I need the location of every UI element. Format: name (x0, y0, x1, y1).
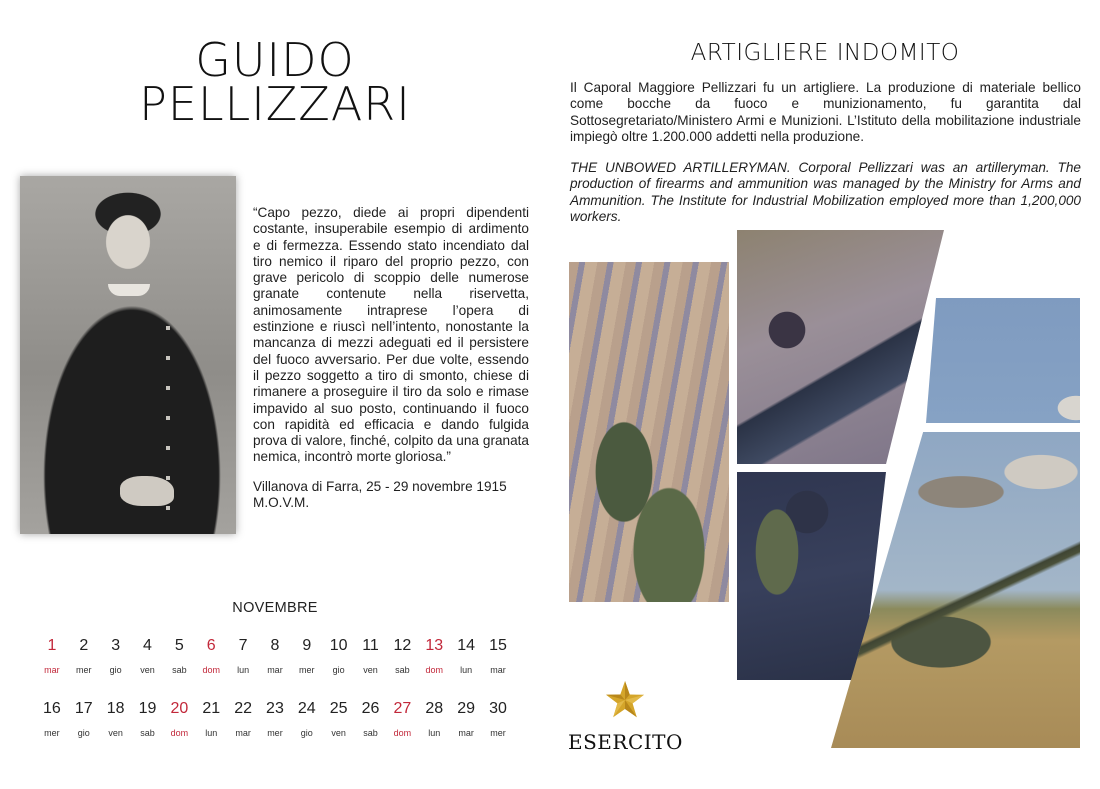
collage-photo-sky (926, 298, 1080, 423)
calendar-day (418, 635, 450, 675)
calendar-weekday: mar (458, 728, 474, 738)
portrait-photo (20, 176, 236, 534)
calendar-day (418, 698, 450, 738)
calendar-day-number: 8 (270, 637, 280, 654)
calendar-day (259, 635, 291, 675)
calendar-day (259, 698, 291, 738)
section-title: ARTIGLIERE INDOMITO (690, 40, 960, 66)
esercito-logo (568, 680, 682, 754)
calendar-day (227, 698, 259, 738)
title-first-name: GUIDO (195, 33, 355, 87)
calendar-day-number: 22 (234, 700, 252, 717)
calendar-day (100, 635, 132, 675)
calendar-day (450, 698, 482, 738)
calendar-day-number: 29 (457, 700, 475, 717)
calendar-day-number: 18 (106, 700, 125, 717)
calendar-day (195, 698, 227, 738)
calendar-day-number: 17 (74, 700, 93, 717)
calendar-day (291, 698, 323, 738)
calendar-day-number: 5 (174, 637, 184, 654)
calendar-weekday: ven (363, 665, 378, 675)
portrait-hand (120, 476, 174, 506)
calendar-day-number: 9 (302, 637, 312, 654)
calendar-day (163, 698, 195, 738)
calendar-day-number: 23 (266, 700, 284, 717)
calendar-day-number: 2 (79, 637, 89, 654)
gold-star-icon (605, 680, 645, 720)
calendar-day (323, 635, 355, 675)
calendar-weekday: dom (170, 728, 189, 738)
calendar-day (68, 698, 100, 738)
calendar-day (132, 635, 164, 675)
calendar-day (163, 635, 195, 675)
calendar-weekday: lun (460, 665, 473, 675)
calendar-weekday: mer (267, 728, 283, 738)
calendar-day (482, 635, 514, 675)
calendar-day-number: 11 (362, 637, 379, 654)
calendar-weekday: gio (109, 665, 122, 675)
page-title (0, 33, 550, 131)
calendar-day-number: 20 (170, 700, 189, 717)
calendar-day-number: 28 (425, 700, 444, 717)
calendar-weekday: gio (77, 728, 90, 738)
calendar-day (36, 635, 68, 675)
calendar-day (323, 698, 355, 738)
calendar-day (386, 698, 418, 738)
calendar-day-number: 13 (425, 637, 444, 654)
collage-painting-soldiers (569, 262, 729, 602)
calendar-day-number: 16 (43, 700, 61, 717)
calendar-day (195, 635, 227, 675)
calendar-day-number: 10 (329, 637, 348, 654)
calendar-day (355, 698, 387, 738)
english-paragraph: THE UNBOWED ARTILLERYMAN. Corporal Pellizzari was an artilleryman. The production of firearms and ammunition was managed by the Ministry for Arms and Ammunition. The Institute for Industrial Mobilization employed more than 1,200,000 workers. (570, 160, 1081, 224)
right-page (550, 0, 1100, 789)
calendar-weekday: mar (44, 665, 60, 675)
calendar-weekday: ven (140, 665, 155, 675)
calendar-weekday: mer (44, 728, 60, 738)
calendar-day-number: 24 (297, 700, 316, 717)
calendar-weekday: sab (140, 728, 155, 738)
calendar-day-number: 26 (361, 700, 380, 717)
collage-painting-field-gun (737, 230, 944, 464)
calendar-weekday: gio (300, 728, 313, 738)
calendar (36, 600, 514, 738)
calendar-day-number: 21 (202, 700, 221, 717)
calendar-day (291, 635, 323, 675)
calendar-weekday: sab (395, 665, 410, 675)
calendar-day-number: 15 (489, 637, 507, 654)
calendar-day (386, 635, 418, 675)
medal-citation-quote: “Capo pezzo, diede ai propri dipendenti costante, insuperabile esempio di ardimento e di fermezza. Essendo stato incendiato dal tiro nemico il riparo del proprio pezzo, con grave pericolo di scoppio delle numerose granate contenute nella riservetta, animosamente intraprese l’opera di estinzione e riuscì nell’intento, nonostante la mancanza di mezzi adeguati ed il persistere del fuoco avversario. Per due volte, essendo il pezzo soggetto a tiro di smonto, chiese di rimanere a proseguire il tiro da solo e rimase impavido al suo posto, continuando il fuoco con rapidità ed efficacia e dando fulgida prova di valore, finché, colpito da una granata nemica, incontrò morte gloriosa.” (253, 205, 529, 465)
calendar-weekday: lun (237, 665, 250, 675)
citation-caption (253, 479, 543, 512)
calendar-weekday: gio (332, 665, 345, 675)
italian-paragraph: Il Caporal Maggiore Pellizzari fu un artigliere. La produzione di materiale bellico come bocche da fuoco e munizionamento, fu garantita dal Sottosegretariato/Ministero Armi e Munizioni. L’Istituto della mobilitazione industriale impiegò oltre 1.200.000 addetti nella produzione. (570, 80, 1081, 144)
calendar-day-number: 7 (238, 637, 248, 654)
calendar-day (227, 635, 259, 675)
calendar-weekday: mer (490, 728, 506, 738)
calendar-weekday: dom (393, 728, 412, 738)
calendar-weekday: mar (235, 728, 251, 738)
citation-medal: M.O.V.M. (253, 495, 310, 511)
portrait-collar (108, 284, 150, 296)
calendar-weekday: sab (172, 665, 187, 675)
calendar-day-number: 4 (143, 637, 152, 654)
calendar-weekday: mar (490, 665, 506, 675)
calendar-day (68, 635, 100, 675)
calendar-day-number: 12 (393, 637, 412, 654)
calendar-day (100, 698, 132, 738)
calendar-day-number: 30 (489, 700, 507, 717)
calendar-day (132, 698, 164, 738)
calendar-day-number: 3 (111, 637, 121, 654)
title-last-name: PELLIZZARI (139, 77, 411, 131)
calendar-row-1 (36, 635, 514, 675)
calendar-day (36, 698, 68, 738)
calendar-weekday: mer (76, 665, 92, 675)
calendar-day-number: 14 (457, 637, 475, 654)
logo-text: ESERCITO (568, 730, 683, 754)
calendar-month: NOVEMBRE (232, 600, 318, 616)
calendar-day (450, 635, 482, 675)
calendar-day-number: 1 (47, 637, 57, 654)
calendar-weekday: ven (108, 728, 123, 738)
citation-place-date: Villanova di Farra, 25 - 29 novembre 1915 (253, 479, 507, 494)
calendar-day-number: 6 (206, 637, 216, 654)
calendar-weekday: mer (299, 665, 315, 675)
calendar-weekday: mar (267, 665, 283, 675)
calendar-weekday: lun (205, 728, 218, 738)
calendar-weekday: dom (202, 665, 220, 675)
calendar-day-number: 19 (138, 700, 157, 717)
calendar-weekday: lun (428, 728, 441, 738)
calendar-day-number: 25 (329, 700, 348, 717)
calendar-row-2 (36, 698, 514, 738)
calendar-weekday: dom (425, 665, 443, 675)
calendar-weekday: ven (331, 728, 346, 738)
calendar-weekday: sab (363, 728, 378, 738)
calendar-day (355, 635, 387, 675)
calendar-day (482, 698, 514, 738)
calendar-day-number: 27 (393, 700, 412, 717)
